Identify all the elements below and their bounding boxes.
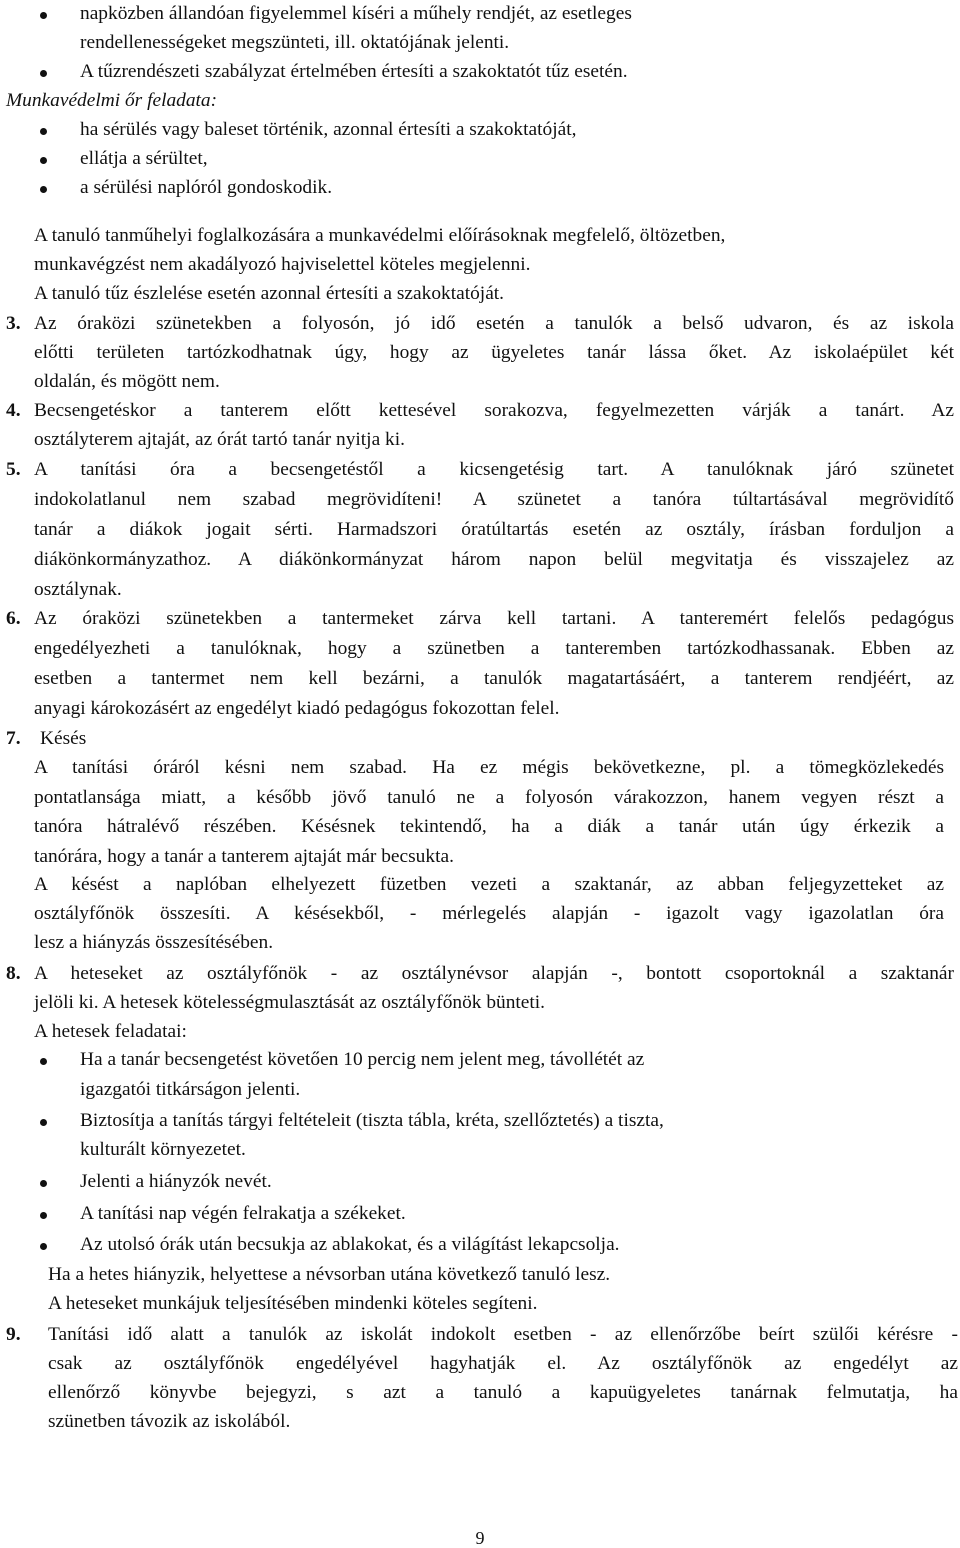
paragraph-line: A hetesek feladatai: (34, 1021, 187, 1042)
paragraph-line: A késést a naplóban elhelyezett füzetben vezeti a szaktanár, az abban feljegyzetteket az (34, 874, 944, 895)
paragraph-line: osztályterem ajtaját, az órát tartó tanár nyitja ki. (34, 429, 405, 450)
section-number: 8. (6, 963, 21, 984)
bullet-icon (40, 1119, 47, 1126)
bullet-icon (40, 1212, 47, 1219)
page-number: 9 (475, 1528, 485, 1548)
paragraph-line: jelöli ki. A hetesek kötelességmulasztását az osztályfőnök bünteti. (34, 992, 546, 1013)
list-item: Jelenti a hiányzók nevét. (80, 1171, 272, 1192)
paragraph-line: Tanítási idő alatt a tanulók az iskolát indokolt esetben - az ellenőrzőbe beírt szülői kérésre - (48, 1324, 958, 1345)
bullet-icon (40, 1180, 47, 1187)
list-item-continuation: kulturált környezetet. (80, 1139, 246, 1160)
bullet-icon (40, 70, 47, 77)
paragraph-line: oldalán, és mögött nem. (34, 371, 220, 392)
list-item-continuation: rendellenességeket megszünteti, ill. oktatójának jelenti. (80, 32, 510, 53)
paragraph-line: A tanítási óráról késni nem szabad. Ha ez mégis bekövetkezne, pl. a tömegközlekedés (34, 757, 944, 778)
paragraph-line: szünetben távozik az iskolából. (48, 1411, 291, 1432)
paragraph-line: A heteseket munkájuk teljesítésében mindenki köteles segíteni. (48, 1293, 538, 1314)
paragraph-line: A heteseket az osztályfőnök - az osztálynévsor alapján -, bontott csoportoknál a szaktanár (34, 963, 954, 984)
list-item: Biztosítja a tanítás tárgyi feltételeit (tiszta tábla, kréta, szellőztetés) a tiszta, (80, 1110, 664, 1131)
paragraph-line: munkavégzést nem akadályozó hajviselettel köteles megjelenni. (34, 254, 531, 275)
bullet-icon (40, 12, 47, 19)
paragraph-line: előtti területen tartózkodhatnak úgy, hogy az ügyeletes tanár lássa őket. Az iskolaépület két (34, 342, 954, 363)
section-number: 9. (6, 1324, 21, 1345)
section-number: 6. (6, 608, 21, 629)
bullet-icon (40, 157, 47, 164)
section-title: Késés (40, 728, 87, 749)
bullet-icon (40, 186, 47, 193)
paragraph-line: indokolatlanul nem szabad megrövidíteni! A szünetet a tanóra túltartásával megrövidítő (34, 489, 954, 510)
list-item: A tűzrendészeti szabályzat értelmében értesíti a szakoktatót tűz esetén. (80, 61, 628, 82)
paragraph-line: A tanítási óra a becsengetéstől a kicsengetésig tart. A tanulóknak járó szünetet (34, 459, 954, 480)
bullet-icon (40, 1243, 47, 1250)
paragraph-line: A tanuló tűz észlelése esetén azonnal értesíti a szakoktatóját. (34, 283, 505, 304)
paragraph-line: Az óraközi szünetekben a tantermeket zárva kell tartani. A tanteremért felelős pedagógus (34, 608, 954, 629)
list-item: Ha a tanár becsengetést követően 10 percig nem jelent meg, távollétét az (80, 1049, 645, 1070)
section-number: 5. (6, 459, 21, 480)
list-item: A tanítási nap végén felrakatja a székeket. (80, 1203, 406, 1224)
paragraph-line: ellenőrző könyvbe bejegyzi, s azt a tanuló a kapuügyeletes tanárnak felmutatja, ha (48, 1382, 958, 1403)
paragraph-line: osztálynak. (34, 579, 122, 600)
paragraph-line: tanóra hátralévő részében. Késésnek tekintendő, ha a diák a tanár után úgy érkezik a (34, 816, 944, 837)
section-heading: Munkavédelmi őr feladata: (6, 90, 218, 111)
list-item: ellátja a sérültet, (80, 148, 208, 169)
paragraph-line: diákönkormányzathoz. A diákönkormányzat három napon belül megvitatja és visszajelez az (34, 549, 954, 570)
paragraph-line: A tanuló tanműhelyi foglalkozására a munkavédelmi előírásoknak megfelelő, öltözetben, (34, 225, 726, 246)
paragraph-line: tanár a diákok jogait sérti. Harmadszori óratúltartás esetén az osztály, írásban forduljon a (34, 519, 954, 540)
paragraph-line: anyagi károkozásért az engedélyt kiadó pedagógus fokozottan felel. (34, 698, 560, 719)
list-item: napközben állandóan figyelemmel kíséri a műhely rendjét, az esetleges (80, 3, 632, 24)
section-number: 7. (6, 728, 21, 749)
paragraph-line: Becsengetéskor a tanterem előtt kettesével sorakozva, fegyelmezetten várják a tanárt. Az (34, 400, 954, 421)
list-item-continuation: igazgatói titkárságon jelenti. (80, 1079, 301, 1100)
paragraph-line: tanórára, hogy a tanár a tanterem ajtaját már becsukta. (34, 846, 454, 867)
paragraph-line: lesz a hiányzás összesítésében. (34, 932, 274, 953)
list-item: Az utolsó órák után becsukja az ablakokat, és a világítást lekapcsolja. (80, 1234, 620, 1255)
section-number: 4. (6, 400, 21, 421)
section-number: 3. (6, 313, 21, 334)
paragraph-line: pontatlansága miatt, a később jövő tanuló ne a folyosón várakozzon, hanem vegyen részt a (34, 787, 944, 808)
paragraph-line: csak az osztályfőnök engedélyével hagyhatják el. Az osztályfőnök az engedélyt az (48, 1353, 958, 1374)
paragraph-line: esetben a tantermet nem kell bezárni, a tanulók magatartásáért, a tanterem rendjéért, az (34, 668, 954, 689)
paragraph-line: osztályfőnök összesíti. A késésekből, - mérlegelés alapján - igazolt vagy igazolatlan óra (34, 903, 944, 924)
list-item: a sérülési naplóról gondoskodik. (80, 177, 333, 198)
list-item: ha sérülés vagy baleset történik, azonnal értesíti a szakoktatóját, (80, 119, 577, 140)
bullet-icon (40, 1058, 47, 1065)
paragraph-line: Ha a hetes hiányzik, helyettese a névsorban utána következő tanuló lesz. (48, 1264, 611, 1285)
paragraph-line: Az óraközi szünetekben a folyosón, jó idő esetén a tanulók a belső udvaron, és az iskola (34, 313, 954, 334)
paragraph-line: engedélyezheti a tanulóknak, hogy a szünetben a tanteremben tartózkodhassanak. Ebben az (34, 638, 954, 659)
bullet-icon (40, 128, 47, 135)
